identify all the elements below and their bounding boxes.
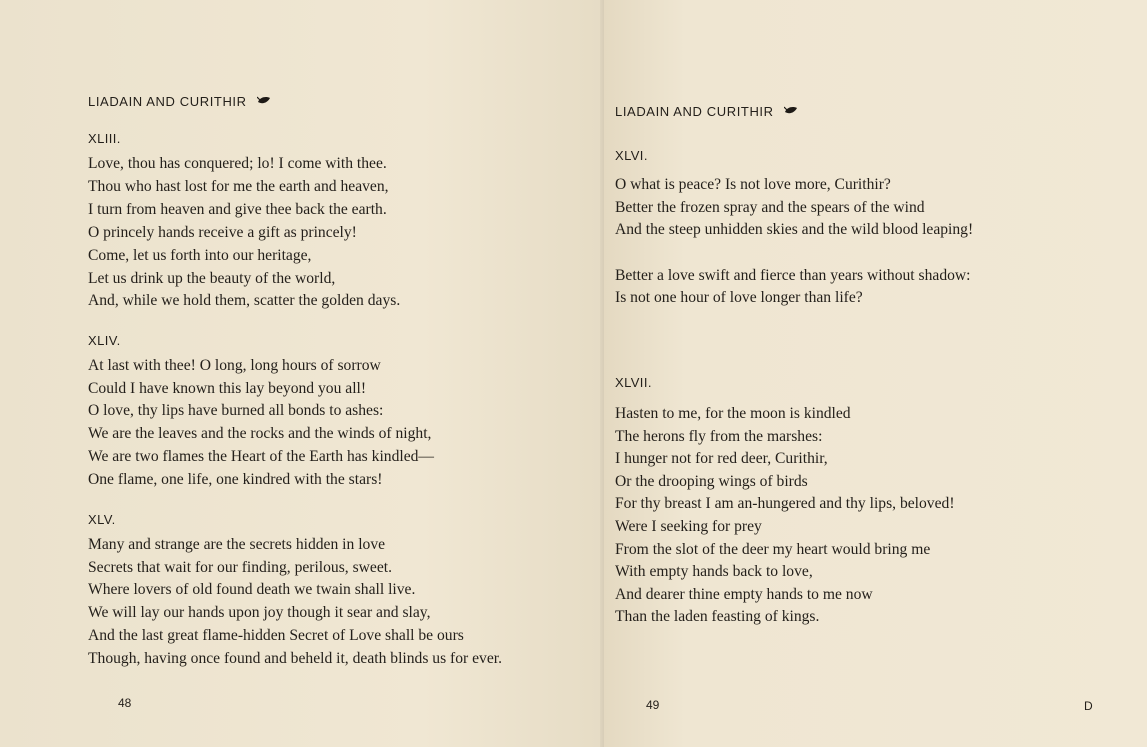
page-number-left: 48 — [118, 696, 132, 710]
poem-line: At last with thee! O long, long hours of sorrow — [88, 357, 381, 374]
poem-line: I hunger not for red deer, Curithir, — [615, 450, 828, 467]
poem-line: We are two flames the Heart of the Earth has kindled— — [88, 448, 435, 465]
poem-line: For thy breast I am an-hungered and thy lips, beloved! — [615, 495, 955, 512]
poem-line: Were I seeking for prey — [615, 518, 762, 535]
leaf-ornament-icon — [784, 106, 798, 115]
right-page — [604, 0, 1147, 747]
poem-line: Hasten to me, for the moon is kindled — [615, 405, 851, 422]
running-head-left — [88, 94, 271, 109]
poem-line: Is not one hour of love longer than life? — [615, 289, 863, 306]
section-numeral-xlvi: XLVI. — [615, 148, 648, 163]
poem-line: With empty hands back to love, — [615, 563, 813, 580]
poem-line: Than the laden feasting of kings. — [615, 608, 820, 625]
poem-line: Let us drink up the beauty of the world, — [88, 270, 336, 287]
poem-line: O love, thy lips have burned all bonds to ashes: — [88, 402, 384, 419]
section-numeral-xlv: XLV. — [88, 512, 116, 527]
running-head-text: LIADAIN AND CURITHIR — [615, 104, 774, 119]
poem-line: And the steep unhidden skies and the wild blood leaping! — [615, 221, 974, 238]
poem-line: Better the frozen spray and the spears of the wind — [615, 199, 925, 216]
poem-line: Better a love swift and fierce than years without shadow: — [615, 267, 971, 284]
poem-line: Love, thou has conquered; lo! I come with thee. — [88, 155, 387, 172]
poem-line: And dearer thine empty hands to me now — [615, 586, 873, 603]
signature-mark: D — [1084, 699, 1093, 713]
poem-line: Secrets that wait for our finding, perilous, sweet. — [88, 559, 393, 576]
poem-line: We are the leaves and the rocks and the winds of night, — [88, 425, 432, 442]
poem-line: Where lovers of old found death we twain shall live. — [88, 581, 416, 598]
page-number-right: 49 — [646, 698, 660, 712]
running-head-text: LIADAIN AND CURITHIR — [88, 94, 247, 109]
poem-line: Though, having once found and beheld it, death blinds us for ever. — [88, 650, 503, 667]
leaf-ornament-icon — [257, 96, 271, 105]
poem-line: We will lay our hands upon joy though it sear and slay, — [88, 604, 431, 621]
poem-line: From the slot of the deer my heart would bring me — [615, 541, 931, 558]
poem-line: O princely hands receive a gift as princely! — [88, 224, 357, 241]
poem-line: Or the drooping wings of birds — [615, 473, 808, 490]
section-numeral-xliv: XLIV. — [88, 333, 121, 348]
poem-line: And, while we hold them, scatter the golden days. — [88, 292, 401, 309]
poem-line: Come, let us forth into our heritage, — [88, 247, 312, 264]
poem-line: Could I have known this lay beyond you all! — [88, 380, 367, 397]
poem-line: O what is peace? Is not love more, Curithir? — [615, 176, 891, 193]
running-head-right — [615, 104, 798, 119]
section-numeral-xliii: XLIII. — [88, 131, 121, 146]
poem-line: Thou who hast lost for me the earth and heaven, — [88, 178, 389, 195]
poem-line: I turn from heaven and give thee back the earth. — [88, 201, 387, 218]
poem-line: Many and strange are the secrets hidden in love — [88, 536, 386, 553]
poem-line: And the last great flame-hidden Secret of Love shall be ours — [88, 627, 464, 644]
poem-line: The herons fly from the marshes: — [615, 428, 823, 445]
section-numeral-xlvii: XLVII. — [615, 375, 652, 390]
poem-line: One flame, one life, one kindred with the stars! — [88, 471, 383, 488]
